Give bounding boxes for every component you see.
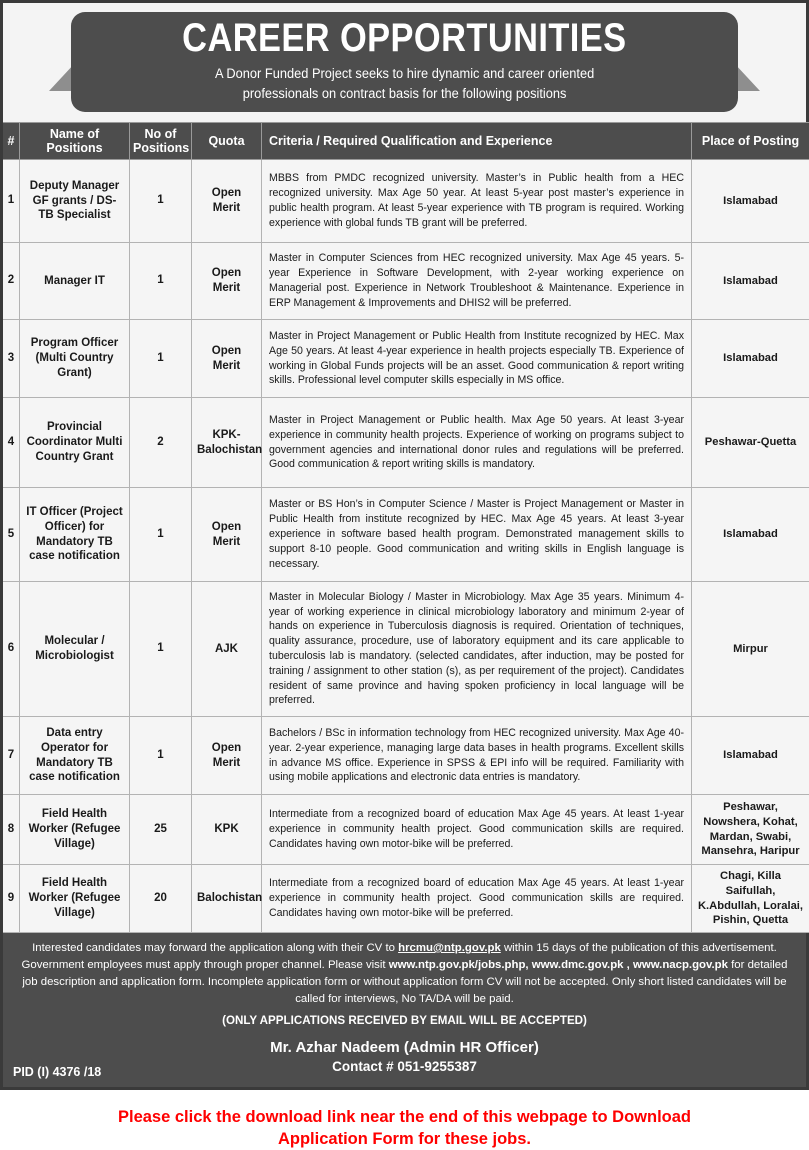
signature-center — [3, 1034, 806, 1076]
table-row — [2, 582, 809, 717]
contact-number: Contact # 051-9255387 — [3, 1058, 806, 1076]
cell-index: 6 — [2, 582, 20, 717]
cell-position-name: Program Officer (Multi Country Grant) — [20, 320, 130, 398]
cell-criteria: Master in Molecular Biology / Master in Microbiology. Max Age 35 years. Minimum 4-year of working experience in clinical microbiology laboratory and minimum 2-year of hands on experience in Tuberculosis diagnosis is required. Orientation of techniques, quality assurance, procedure, use of laboratory equipment and its care applicable to tuberculosis lab is mandatory. (selected candidates, after induction, may be posted for training / assignment to other station (s), as per requirement of the project). Candidates resident of same province and having spoken proficiency in local language will be preferred. — [262, 582, 692, 717]
cell-place: Chagi, Killa Saifullah, K.Abdullah, Loralai, Pishin, Quetta — [692, 865, 809, 933]
positions-table — [0, 122, 809, 933]
cell-criteria: MBBS from PMDC recognized university. Master’s in Public health from a HEC recognized university. Max Age 50 year. At least 5-year post master’s experience in public health program. At least 5-year experience with TB program is required. Working experience with global funds TB grant will be preferred. — [262, 160, 692, 243]
table-row — [2, 717, 809, 795]
cell-positions-count: 1 — [130, 717, 192, 795]
cell-quota: KPK-Balochistan — [192, 398, 262, 488]
cell-position-name: Field Health Worker (Refugee Village) — [20, 865, 130, 933]
cell-quota: Open Merit — [192, 320, 262, 398]
hr-officer-name: Mr. Azhar Nadeem (Admin HR Officer) — [3, 1038, 806, 1058]
cell-index: 4 — [2, 398, 20, 488]
banner-plate — [71, 12, 738, 112]
cell-positions-count: 1 — [130, 243, 192, 320]
cell-index: 3 — [2, 320, 20, 398]
cell-index: 8 — [2, 795, 20, 865]
table-row — [2, 488, 809, 582]
download-instruction-line1: Please click the download link near the end of this webpage to Download — [40, 1106, 769, 1128]
cell-position-name: Data entry Operator for Mandatory TB case notification — [20, 717, 130, 795]
website-link-ntp[interactable]: www.ntp.gov.pk/jobs.php, — [389, 959, 529, 971]
cell-index: 5 — [2, 488, 20, 582]
table-row — [2, 865, 809, 933]
col-header-criteria: Criteria / Required Qualification and Experience — [262, 123, 692, 160]
table-row — [2, 320, 809, 398]
cell-position-name: Molecular / Microbiologist — [20, 582, 130, 717]
table-row — [2, 160, 809, 243]
cell-criteria: Master or BS Hon’s in Computer Science / Master is Project Management or Master in Public Health from institute recognized by HEC. Max Age 45 years. At least 3-year experience in software based health program. Demonstrated management skills to support 8-10 people. Good communication and writing skills in English language is necessary. — [262, 488, 692, 582]
cell-position-name: Deputy Manager GF grants / DS-TB Specialist — [20, 160, 130, 243]
col-header-quota: Quota — [192, 123, 262, 160]
banner-subtitle-line1: A Donor Funded Project seeks to hire dynamic and career oriented — [215, 64, 594, 84]
cell-quota: AJK — [192, 582, 262, 717]
notice-text-part2: within 15 days of the publication of this advertisement. Government employees must apply through proper channel. Please visit — [22, 942, 777, 971]
cell-place: Peshawar, Nowshera, Kohat, Mardan, Swabi, Mansehra, Haripur — [692, 795, 809, 865]
download-instruction — [0, 1090, 809, 1150]
signature-block — [0, 1034, 809, 1090]
cell-place: Islamabad — [692, 243, 809, 320]
application-notice — [0, 933, 809, 1034]
header-banner — [0, 0, 809, 122]
cell-positions-count: 2 — [130, 398, 192, 488]
cell-place: Mirpur — [692, 582, 809, 717]
col-header-index: # — [2, 123, 20, 160]
cell-position-name: IT Officer (Project Officer) for Mandatory TB case notification — [20, 488, 130, 582]
cell-quota: Open Merit — [192, 717, 262, 795]
cell-positions-count: 1 — [130, 160, 192, 243]
cell-index: 9 — [2, 865, 20, 933]
website-link-dmc-nacp[interactable]: www.dmc.gov.pk , www.nacp.gov.pk — [532, 959, 728, 971]
cell-position-name: Manager IT — [20, 243, 130, 320]
cell-index: 2 — [2, 243, 20, 320]
cell-positions-count: 1 — [130, 488, 192, 582]
cell-criteria: Intermediate from a recognized board of education Max Age 45 years. At least 1-year experience in community health project. Good communication skills are required. Candidates having own motor-bike will be preferred. — [262, 795, 692, 865]
table-row — [2, 243, 809, 320]
cell-positions-count: 20 — [130, 865, 192, 933]
col-header-name: Name of Positions — [20, 123, 130, 160]
cell-positions-count: 1 — [130, 582, 192, 717]
cell-quota: KPK — [192, 795, 262, 865]
col-header-positions — [130, 123, 192, 160]
cell-place: Islamabad — [692, 320, 809, 398]
download-instruction-line2: Application Form for these jobs. — [40, 1128, 769, 1150]
cell-quota: Balochistan — [192, 865, 262, 933]
col-header-positions-line2: Positions — [133, 141, 189, 155]
table-body — [2, 160, 809, 933]
notice-text-part3: for detailed job description and application form. Incomplete application form or without application form CV will not be accepted. Only short listed candidates will be called for interviews, No TA/DA will be paid. — [22, 959, 787, 1005]
cell-quota: Open Merit — [192, 160, 262, 243]
cell-quota: Open Merit — [192, 488, 262, 582]
cell-criteria: Master in Project Management or Public health. Max Age 50 years. At least 3-year experience in community health projects. Experience of working on programs subject to government agencies and international donor rules and regulations will be preferred. Good communication & report writing skills is mandatory. — [262, 398, 692, 488]
pid-label: PID (I) 4376 /18 — [13, 1065, 101, 1079]
cell-position-name: Field Health Worker (Refugee Village) — [20, 795, 130, 865]
contact-email[interactable]: hrcmu@ntp.gov.pk — [398, 942, 501, 954]
cell-place: Islamabad — [692, 160, 809, 243]
cell-criteria: Intermediate from a recognized board of education Max Age 45 years. At least 1-year experience in community health project. Good communication skills are required. Candidates having own motor-bike will be preferred. — [262, 865, 692, 933]
cell-index: 7 — [2, 717, 20, 795]
banner-subtitle — [215, 64, 594, 103]
cell-positions-count: 25 — [130, 795, 192, 865]
cell-place: Islamabad — [692, 717, 809, 795]
cell-criteria: Bachelors / BSc in information technology from HEC recognized university. Max Age 40-year. 2-year experience, managing large data bases in health programs. Excellent skills in advance MS office. Experience in SPSS & EPI info will be required. Familiarity with using mobile applications and electronic data entries is mandatory. — [262, 717, 692, 795]
cell-place: Islamabad — [692, 488, 809, 582]
col-header-place: Place of Posting — [692, 123, 809, 160]
table-row — [2, 398, 809, 488]
cell-quota: Open Merit — [192, 243, 262, 320]
cell-criteria: Master in Project Management or Public Health from Institute recognized by HEC. Max Age 50 years. At least 4-year experience in health projects especially TB. Experience of working in Global Funds projects will be an asset. Good communication & report writing skills. Professional level computer skills especially in MS office. — [262, 320, 692, 398]
page-title: CAREER OPPORTUNITIES — [182, 17, 626, 59]
cell-index: 1 — [2, 160, 20, 243]
cell-position-name: Provincial Coordinator Multi Country Grant — [20, 398, 130, 488]
banner-subtitle-line2: professionals on contract basis for the following positions — [215, 84, 594, 104]
cell-criteria: Master in Computer Sciences from HEC recognized university. Max Age 45 years. 5-year Experience in Software Development, with 2-year working experience on Managerial post. Experience in Network Troubleshoot & Maintenance. Experience in ERP Management & Improvements and DHIS2 will be preferred. — [262, 243, 692, 320]
notice-email-only: (ONLY APPLICATIONS RECEIVED BY EMAIL WILL BE ACCEPTED) — [17, 1012, 792, 1029]
cell-place: Peshawar-Quetta — [692, 398, 809, 488]
cell-positions-count: 1 — [130, 320, 192, 398]
table-header-row — [2, 123, 809, 160]
notice-text-part1: Interested candidates may forward the application along with their CV to — [32, 942, 398, 954]
table-row — [2, 795, 809, 865]
col-header-positions-line1: No of — [145, 127, 177, 141]
